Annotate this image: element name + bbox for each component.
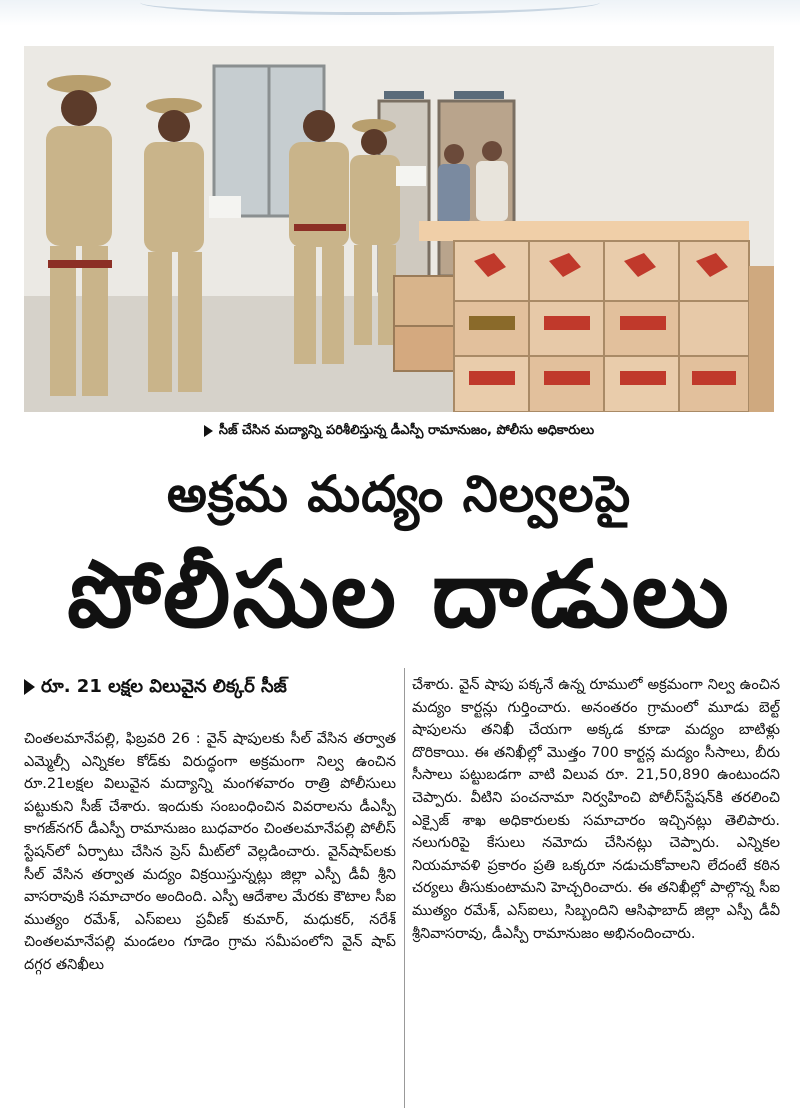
subheadline xyxy=(24,672,396,702)
headline-line-1: అక్రమ మద్యం నిల్వలపై xyxy=(166,465,632,523)
page-top-strip xyxy=(0,0,800,26)
decorative-arc xyxy=(140,0,600,15)
article-paragraph-right: చేశారు. వైన్ షాపు పక్కనే ఉన్న రూములో అక్రమంగా నిల్వ ఉంచిన మద్యం కార్టన్లు గుర్తించారు. అనంతరం గ్రామంలో మూడు బెల్ట్ షాపులను తనిఖీ చేయగా అక్కడ కూడా మద్యం బాటిళ్లు దొరికాయి. ఈ తనిఖీల్లో మొత్తం 700 కార్టన్ల మద్యం సీసాలు, బీరు సీసాలు పట్టుబడగా వాటి విలువ రూ. 21,50,890 ఉంటుందని చెప్పారు. వీటిని పంచనామా నిర్వహించి పోలీస్‌స్టేషన్‌కి తరలించి ఎక్సైజ్ శాఖ అధికారులకు సమాచారం ఇచ్చినట్లు తెలిపారు. నలుగురిపై కేసులు నమోదు చేసినట్లు చెప్పారు. ఎన్నికల నియమావళి ప్రకారం ప్రతి ఒక్కరూ నడుచుకోవాలని లేదంటే కఠిన చర్యలు తీసుకుంటామని హెచ్చరించారు. ఈ తనిఖీల్లో పాల్గొన్న సీఐ ముత్యం రమేశ్, ఎస్ఐలు, సిబ్బందిని ఆసిఫాబాద్ జిల్లా ఎస్పీ డీవీ శ్రీనివాసరావు, డీఎస్పీ రామానుజం అభినందించారు. xyxy=(412,677,780,942)
article-column-right xyxy=(412,674,780,1104)
photo-caption-text: సీజ్ చేసిన మద్యాన్ని పరిశీలిస్తున్న డీఎస్పీ రామానుజం, పోలీసు అధికారులు xyxy=(218,423,595,438)
column-divider xyxy=(404,668,405,1108)
article-column-left xyxy=(24,728,396,1104)
news-photo xyxy=(24,46,774,412)
article-paragraph-left: చింతలమానేపల్లి, ఫిబ్రవరి 26 : వైన్ షాపులకు సీల్ వేసిన తర్వాత ఎమ్మెల్సీ ఎన్నికల కోడ్‌కు విరుద్ధంగా అక్రమంగా నిల్వ ఉంచిన రూ.21లక్షల విలువైన మద్యాన్ని మంగళవారం రాత్రి పోలీసులు పట్టుకుని సీజ్ చేశారు. ఇందుకు సంబంధించిన వివరాలను డీఎస్పీ కాగజ్‌నగర్ డీఎస్పీ రామానుజం బుధవారం చింతలమానేపల్లి పోలీస్ స్టేషన్‌లో ఏర్పాటు చేసిన ప్రెస్ మీట్‌లో వెల్లడించారు. వైన్‌షాప్‌లకు సీల్ వేసిన తర్వాత మద్యం విక్రయిస్తున్నట్లు జిల్లా ఎస్పీ డీవీ శ్రీని వాసరావుకి సమాచారం అందింది. ఎస్పీ ఆదేశాల మేరకు కౌటాల సీఐ ముత్యం రమేశ్, ఎస్ఐలు ప్రవీణ్ కుమార్, మధుకర్, నరేశ్ చింతలమానేపల్లి మండలం గూడెం గ్రామ సమీపంలోని వైన్ షాప్ దగ్గర తనిఖీలు xyxy=(24,731,396,973)
subhead-arrow-icon xyxy=(24,679,35,695)
caption-arrow-icon xyxy=(204,425,213,437)
photo-caption xyxy=(24,418,774,444)
headline-line-2: పోలీసుల దాడులు xyxy=(67,541,731,648)
police-inspection-illustration xyxy=(24,46,774,412)
subheadline-text: రూ. 21 లక్షల విలువైన లిక్కర్ సీజ్ xyxy=(41,676,287,697)
